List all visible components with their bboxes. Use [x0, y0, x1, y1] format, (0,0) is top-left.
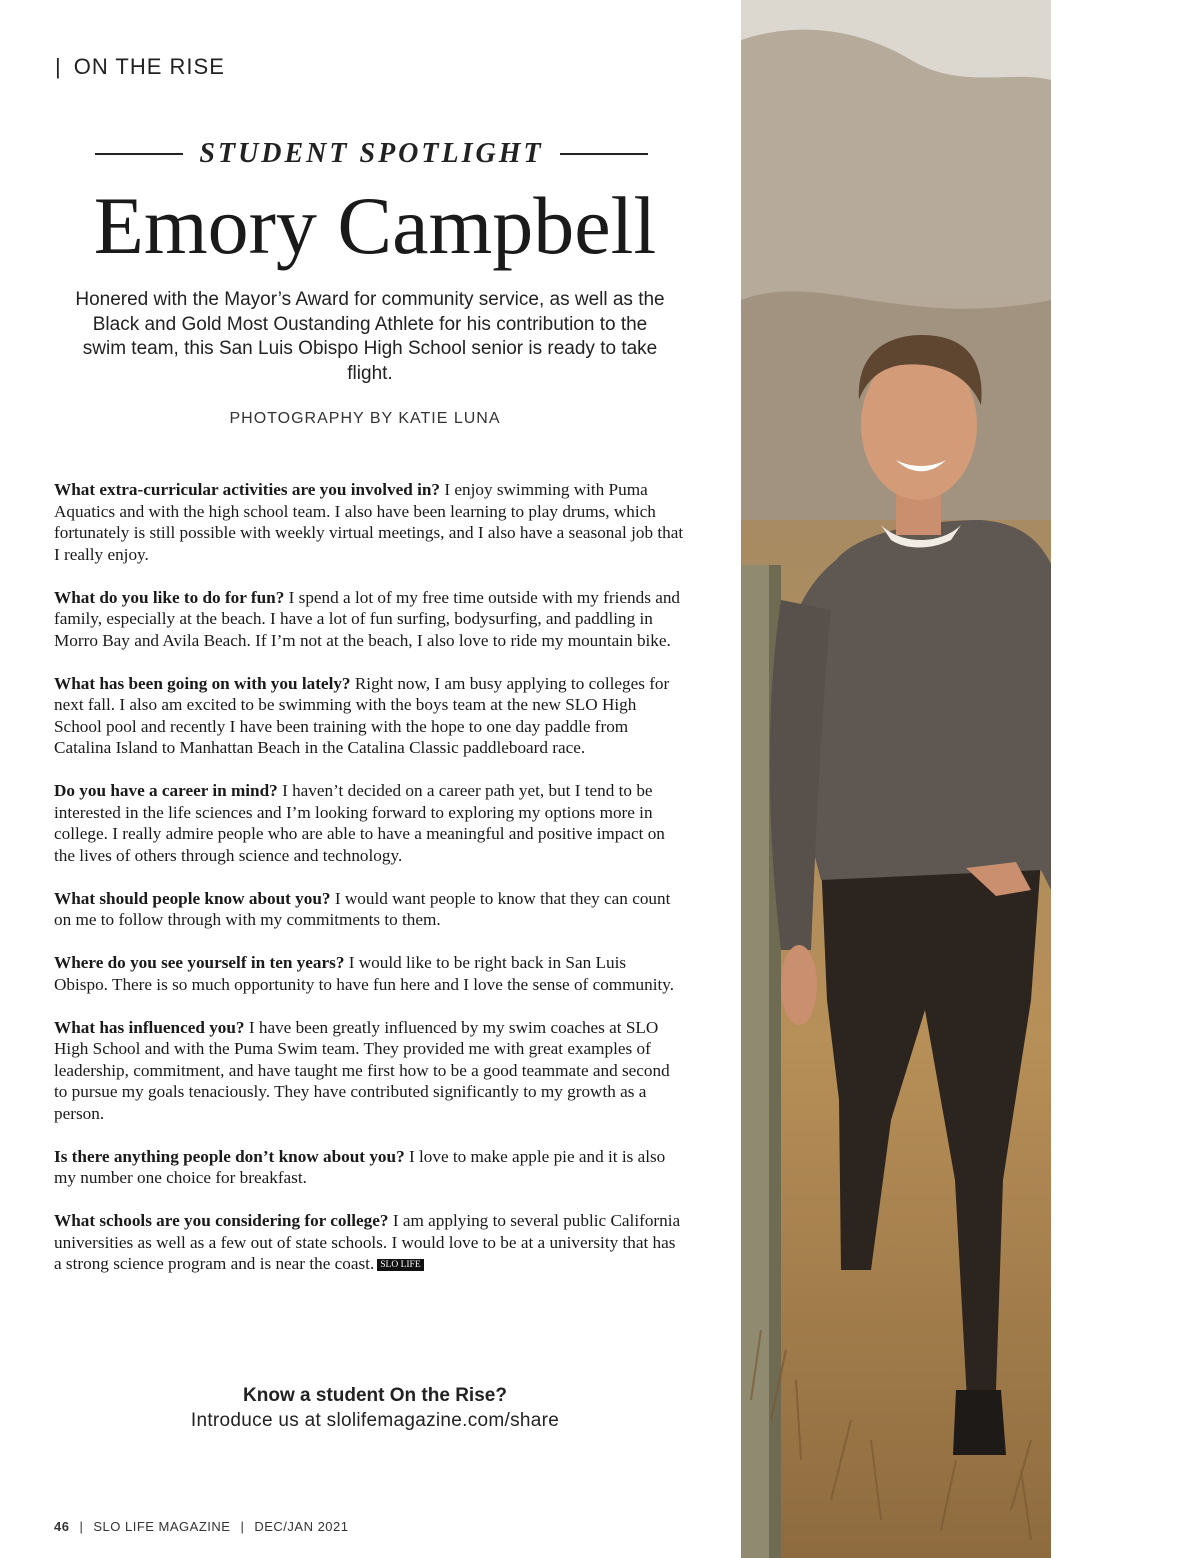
- qa-item: [54, 1146, 684, 1189]
- qa-item: [54, 780, 684, 866]
- page-footer: [54, 1519, 349, 1534]
- kicker: [95, 134, 648, 174]
- page-number: 46: [54, 1519, 70, 1534]
- profile-name: Emory Campbell: [93, 180, 657, 271]
- cta-heading: Know a student On the Rise?: [243, 1385, 507, 1406]
- qa-item: [54, 888, 684, 931]
- shoe: [953, 1390, 1006, 1455]
- call-to-action: [70, 1383, 680, 1433]
- footer-separator: |: [79, 1519, 84, 1534]
- qa-item: [54, 1210, 684, 1275]
- qa-answer: I enjoy swimming with Puma Aquatics and with the high school team. I also have been learning to play drums, which fortunately is still possible with weekly virtual meetings, and I also have a seasonal job that I really enjoy.: [54, 480, 684, 564]
- section-tag-bar: |: [55, 54, 62, 79]
- issue-date: DEC/JAN 2021: [254, 1519, 349, 1534]
- qa-question: Where do you see yourself in ten years?: [54, 953, 345, 972]
- kicker-rule-left: [95, 153, 183, 155]
- left-hand: [781, 945, 817, 1025]
- qa-item: [54, 673, 684, 759]
- publication-name: SLO LIFE MAGAZINE: [93, 1519, 231, 1534]
- qa-item: [54, 479, 684, 565]
- qa-answer: I would want people to know that they can count on me to follow through with my commitments to them.: [54, 888, 671, 929]
- portrait-photo: [741, 0, 1051, 1558]
- qa-answer: I would like to be right back in San Luis Obispo. There is so much opportunity to have fun here and I love the sense of community.: [54, 953, 675, 994]
- qa-answer: I haven’t decided on a career path yet, but I tend to be interested in the life sciences and I’m looking forward to exploring my options more in college. I really admire people who are able to have a meaningful and positive impact on the lives of others through science and technology.: [54, 781, 665, 865]
- qa-question: What should people know about you?: [54, 888, 331, 908]
- qa-answer: I spend a lot of my free time outside with my friends and family, especially at the beach. I have a lot of fun surfing, bodysurfing, and paddling in Morro Bay and Avila Beach. If I’m not at the beach, I also love to ride my mountain bike.: [54, 587, 681, 650]
- photo-credit: PHOTOGRAPHY BY KATIE LUNA: [229, 410, 501, 427]
- qa-body: [54, 479, 684, 1296]
- qa-item: [54, 587, 684, 652]
- qa-answer: I am applying to several public California universities as well as a few out of state schools. I would love to be at a university that has a strong science program and is near the coast.: [54, 1211, 681, 1273]
- qa-item: [54, 1017, 684, 1125]
- qa-question: What do you like to do for fun?: [54, 587, 285, 607]
- qa-item: [54, 952, 684, 995]
- slo-life-endmark: SLO LIFE: [377, 1259, 423, 1271]
- qa-question: Is there anything people don’t know about you?: [54, 1146, 405, 1166]
- section-tag: [55, 54, 225, 80]
- kicker-rule-right: [560, 153, 648, 155]
- deck-summary: Honered with the Mayor’s Award for community service, as well as the Black and Gold Most Oustanding Athlete for his contribution to the swim team, this San Luis Obispo High School senior is ready to take flight.: [75, 289, 665, 384]
- portrait-illustration: [741, 0, 1051, 1558]
- cta-link[interactable]: Introduce us at slolifemagazine.com/share: [190, 1410, 560, 1431]
- qa-question: What has influenced you?: [54, 1017, 245, 1037]
- qa-question: What has been going on with you lately?: [54, 673, 351, 693]
- kicker-label: STUDENT SPOTLIGHT: [199, 138, 544, 169]
- qa-question: Do you have a career in mind?: [54, 781, 278, 800]
- footer-separator: |: [240, 1519, 245, 1534]
- qa-question: What extra-curricular activities are you involved in?: [54, 480, 441, 499]
- qa-answer: I love to make apple pie and it is also my number one choice for breakfast.: [54, 1146, 666, 1187]
- qa-answer: I have been greatly influenced by my swim coaches at SLO High School and with the Puma Swim team. They provided me with great examples of leadership, commitment, and have taught me first how to be a good teammate and second to pursue my goals tenaciously. They have contributed significantly to my growth as a person.: [54, 1017, 670, 1123]
- qa-question: What schools are you considering for college?: [54, 1211, 389, 1230]
- section-tag-label: ON THE RISE: [73, 54, 225, 79]
- qa-answer: Right now, I am busy applying to colleges for next fall. I also am excited to be swimming with the boys team at the new SLO High School pool and recently I have been training with the hope to one day paddle from Catalina Island to Manhattan Beach in the Catalina Classic paddleboard race.: [54, 673, 670, 757]
